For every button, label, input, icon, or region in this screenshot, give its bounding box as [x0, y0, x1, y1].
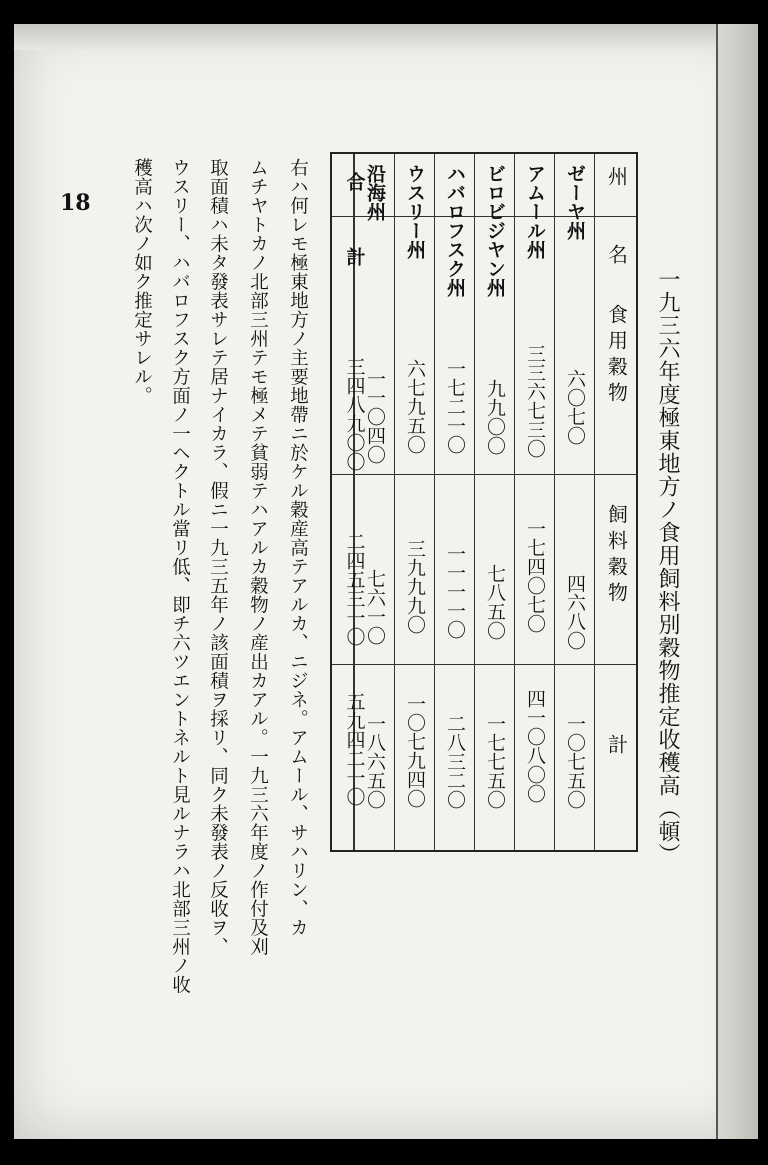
row-feed: 七六一〇	[364, 569, 386, 645]
row-name: ハバロフスク州	[444, 164, 466, 297]
row-name: ゼーヤ州	[564, 164, 586, 240]
row-total: 一八六五〇	[364, 714, 386, 809]
table-header-column	[594, 154, 638, 850]
row-total: 一七七五〇	[484, 714, 506, 809]
row-feed: 三九九九〇	[404, 539, 426, 634]
row-food: 三四八九〇〇	[343, 357, 366, 471]
page-right-edge	[716, 24, 758, 1139]
row-feed: 七八五〇	[484, 564, 506, 640]
page-number: 18	[60, 190, 91, 216]
row-food: 六〇七〇	[564, 369, 586, 445]
row-food: 一七二一〇	[444, 359, 466, 454]
table-title: 一九三六年度極東地方ノ食用飼料別穀物推定收穫高（頓）	[655, 268, 680, 866]
row-feed: 二四五三一〇	[343, 532, 366, 646]
body-line: 取面積ハ未タ發表サレテ居ナイカラ、假ニ一九三五年ノ該面積ヲ採リ、同ク未發表ノ反收ヲ、	[207, 158, 229, 956]
header-name: 州 名	[604, 166, 629, 270]
table-row	[474, 154, 514, 850]
row-name: ウスリー州	[404, 164, 426, 259]
header-total: 計	[604, 734, 629, 760]
body-line: ムチヤトカノ北部三州テモ極メテ貧弱テハアルカ穀物ノ産出カアル。一九三六年度ノ作付及刈	[247, 158, 269, 956]
row-name: 合 計	[343, 172, 366, 272]
row-name: ビロビジヤン州	[484, 164, 506, 297]
row-total: 一〇七九四〇	[404, 694, 426, 808]
table-row-total	[334, 152, 374, 852]
row-feed: 四六八〇	[564, 574, 586, 650]
row-total: 五九四二一〇	[343, 692, 366, 806]
row-total: 四一〇八〇〇	[524, 689, 546, 803]
row-total: 二八三二〇	[444, 714, 466, 809]
row-feed: 一一一一〇	[444, 544, 466, 639]
table-row	[394, 154, 434, 850]
row-name: アムール州	[524, 164, 546, 259]
row-total: 一〇七五〇	[564, 714, 586, 809]
header-food: 食用穀物	[604, 304, 629, 408]
row-food: 一一〇四〇	[364, 369, 386, 464]
page-top-edge	[14, 24, 758, 50]
row-name: 沿海州	[364, 164, 386, 221]
table-row	[514, 154, 554, 850]
harvest-table	[330, 152, 638, 852]
body-line: 右ハ何レモ極東地方ノ主要地帶ニ於ケル穀産高テアルカ、ニジネ。アムール、サハリン、カ	[287, 158, 309, 937]
row-food: 六七九五〇	[404, 359, 426, 454]
row-food: 三三六七三〇	[524, 344, 546, 458]
table-row	[554, 154, 594, 850]
header-feed: 飼料穀物	[604, 504, 629, 608]
row-food: 九九〇〇	[484, 379, 506, 455]
row-feed: 一七四〇七〇	[524, 519, 546, 633]
body-line: 穫高ハ次ノ如ク推定サレル。	[131, 158, 153, 405]
body-line: ウスリー、ハバロフスク方面ノ一ヘクトル當リ低、即チ六ツエントネルト見ルナラハ北部三州ノ收	[169, 158, 191, 994]
table-row	[434, 154, 474, 850]
